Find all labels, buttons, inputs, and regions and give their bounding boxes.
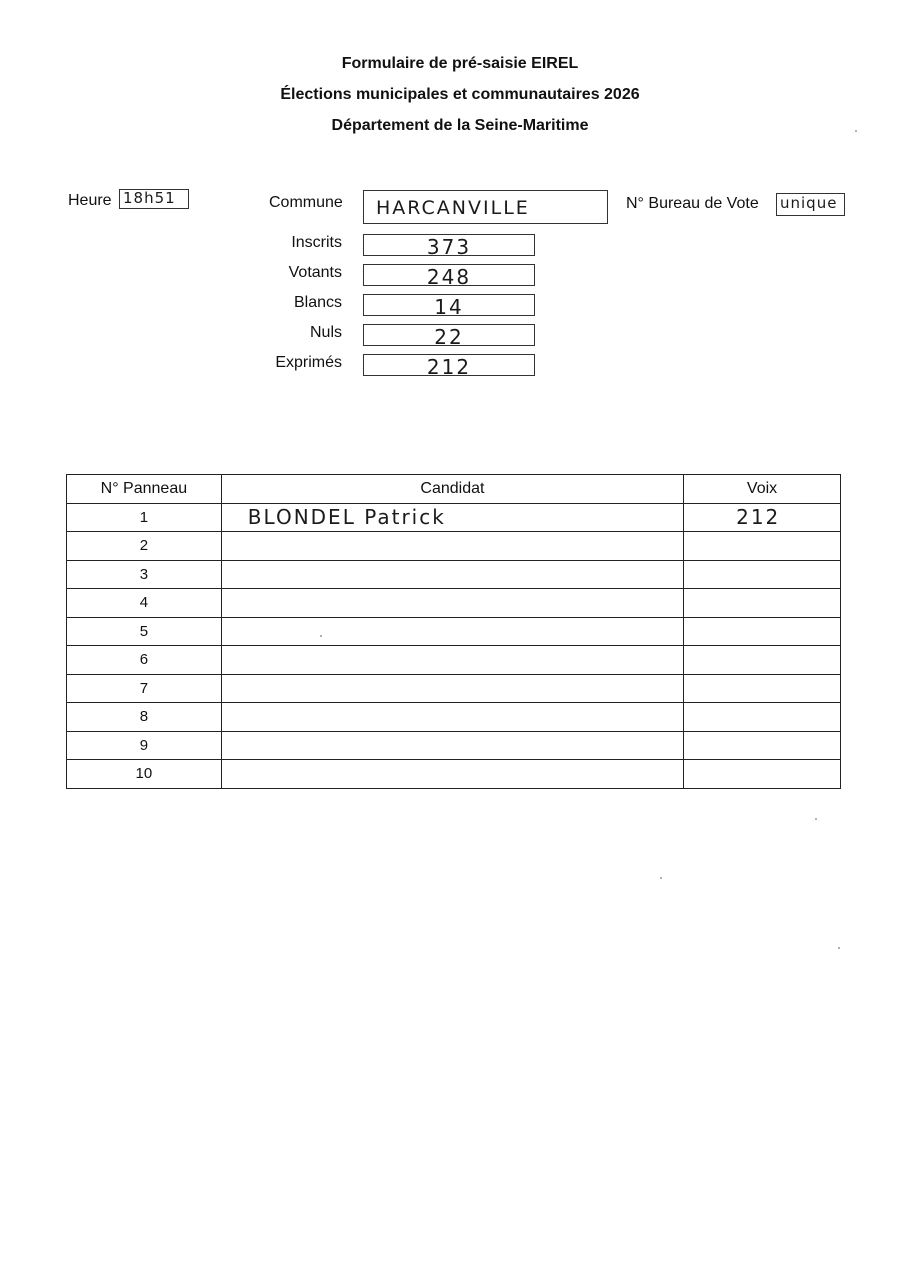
scan-speck — [815, 818, 817, 820]
department-title: Département de la Seine-Maritime — [331, 117, 589, 134]
panneau-cell: 1 — [67, 503, 222, 532]
panneau-cell: 5 — [67, 617, 222, 646]
candidat-cell[interactable] — [221, 503, 683, 532]
exprimes-label: Exprimés — [275, 354, 342, 371]
header-panneau: N° Panneau — [67, 475, 222, 504]
election-title: Élections municipales et communautaires 2026 — [280, 86, 640, 103]
voix-cell[interactable] — [684, 731, 841, 760]
candidat-cell[interactable] — [221, 760, 683, 789]
panneau-cell: 2 — [67, 532, 222, 561]
heure-label: Heure — [68, 192, 112, 209]
nuls-field[interactable] — [363, 324, 535, 349]
voix-cell[interactable] — [684, 760, 841, 789]
header-candidat: Candidat — [221, 475, 683, 504]
candidat-value: BLONDEL Patrick — [247, 505, 446, 530]
voix-value: 212 — [736, 505, 781, 530]
candidat-cell[interactable] — [221, 589, 683, 618]
candidat-cell[interactable] — [221, 646, 683, 675]
voix-cell[interactable] — [684, 532, 841, 561]
candidat-cell[interactable] — [221, 532, 683, 561]
panneau-cell: 7 — [67, 674, 222, 703]
table-row — [67, 646, 841, 675]
table-header-row — [67, 475, 841, 504]
candidat-cell[interactable] — [221, 703, 683, 732]
scan-speck — [838, 947, 840, 949]
table-row — [67, 532, 841, 561]
form-title: Formulaire de pré-saisie EIREL — [341, 55, 579, 72]
candidat-cell[interactable] — [221, 560, 683, 589]
votants-field[interactable] — [363, 264, 535, 289]
scan-speck — [320, 635, 322, 637]
inscrits-field[interactable] — [363, 234, 535, 259]
panneau-cell: 4 — [67, 589, 222, 618]
table-row — [67, 617, 841, 646]
blancs-field[interactable] — [363, 294, 535, 319]
voix-cell[interactable] — [684, 674, 841, 703]
inscrits-label: Inscrits — [291, 234, 342, 251]
blancs-label: Blancs — [293, 294, 342, 311]
panneau-cell: 10 — [67, 760, 222, 789]
voix-cell[interactable] — [684, 560, 841, 589]
scan-speck — [855, 130, 857, 132]
blancs-value: 14 — [434, 295, 464, 319]
form-header — [0, 52, 900, 145]
commune-label: Commune — [269, 194, 343, 211]
panneau-cell: 9 — [67, 731, 222, 760]
voix-cell[interactable] — [684, 703, 841, 732]
votants-label: Votants — [288, 264, 342, 281]
exprimes-value: 212 — [426, 355, 472, 379]
table-row — [67, 503, 841, 532]
panneau-cell: 6 — [67, 646, 222, 675]
candidat-cell[interactable] — [221, 674, 683, 703]
candidat-cell[interactable] — [221, 731, 683, 760]
panneau-cell: 3 — [67, 560, 222, 589]
heure-field[interactable] — [119, 189, 189, 209]
table-row — [67, 731, 841, 760]
nuls-label: Nuls — [309, 324, 342, 341]
voix-cell[interactable] — [684, 646, 841, 675]
votants-value: 248 — [426, 265, 472, 289]
heure-value: 18h51 — [123, 189, 176, 207]
voix-cell[interactable] — [684, 503, 841, 532]
table-row — [67, 589, 841, 618]
exprimes-field[interactable] — [363, 354, 535, 379]
table-row — [67, 703, 841, 732]
commune-value: HARCANVILLE — [376, 197, 530, 219]
voix-cell[interactable] — [684, 617, 841, 646]
table-row — [67, 760, 841, 789]
table-row — [67, 560, 841, 589]
bureau-field[interactable] — [776, 193, 845, 216]
header-voix: Voix — [684, 475, 841, 504]
voix-cell[interactable] — [684, 589, 841, 618]
results-table — [66, 474, 841, 789]
bureau-value: unique — [780, 194, 838, 212]
scan-speck — [660, 877, 662, 879]
panneau-cell: 8 — [67, 703, 222, 732]
candidat-cell[interactable] — [221, 617, 683, 646]
bureau-label: N° Bureau de Vote — [626, 195, 759, 212]
table-row — [67, 674, 841, 703]
inscrits-value: 373 — [426, 235, 472, 259]
commune-field[interactable] — [363, 190, 608, 224]
nuls-value: 22 — [434, 325, 464, 349]
